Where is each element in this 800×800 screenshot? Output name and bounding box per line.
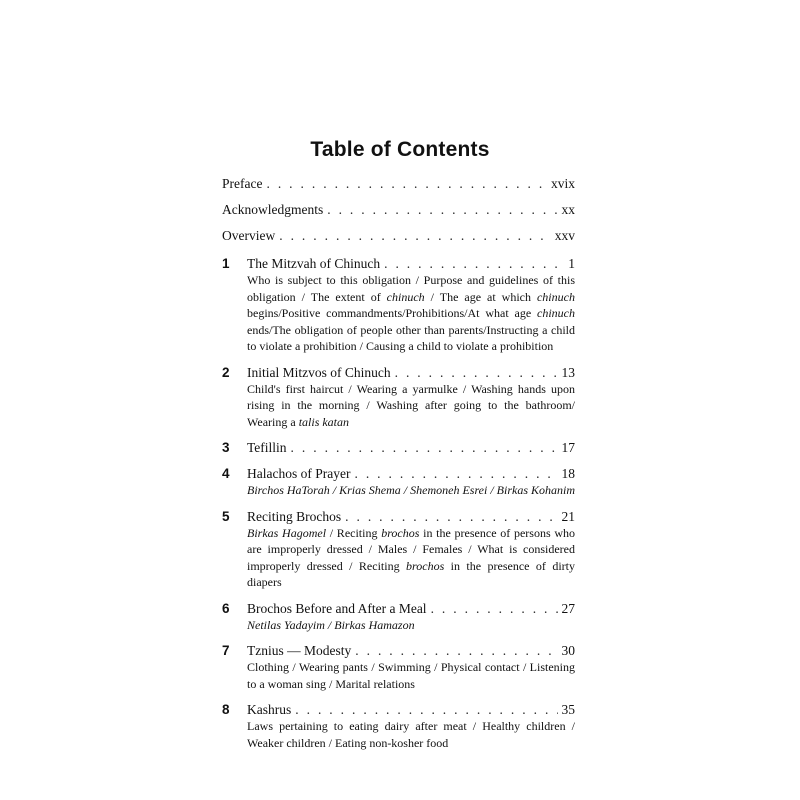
chapter-entry <box>222 642 575 692</box>
chapter-page: 1 <box>568 256 575 271</box>
chapter-entry <box>222 439 575 456</box>
chapter-number: 5 <box>222 508 230 524</box>
description-italic-segment: chinuch <box>386 289 425 304</box>
chapter-number: 2 <box>222 364 230 380</box>
dot-leader <box>431 600 558 617</box>
description-segment: / The age at which <box>424 289 537 304</box>
dot-leader <box>384 255 564 272</box>
description-italic-segment: Birkas Hagomel <box>247 525 327 540</box>
dot-leader <box>395 364 558 381</box>
entry-page: xvix <box>550 176 575 191</box>
chapter-title: Initial Mitzvos of Chinuch <box>247 364 391 380</box>
dot-leader <box>266 175 547 192</box>
chapter-entry <box>222 701 575 751</box>
chapter-page: 18 <box>561 466 575 481</box>
entry-page: xx <box>561 202 575 217</box>
description-italic-segment: brochos <box>381 525 420 540</box>
chapter-title: Brochos Before and After a Meal <box>247 600 427 616</box>
chapter-number: 3 <box>222 440 230 455</box>
description-italic-segment: Birchos HaTorah / Krias Shema / Shemoneh Esrei / Birkas Kohanim <box>247 483 576 497</box>
description-segment: Clothing / Wearing pants / Swimming / Physical contact / Listening to a woman sing / Marital relations <box>247 660 575 691</box>
dot-leader <box>327 201 557 218</box>
chapter-entry <box>222 508 575 591</box>
description-italic-segment: talis katan <box>298 414 350 429</box>
chapter-heading[interactable] <box>247 642 575 659</box>
front-matter-entry[interactable] <box>222 227 575 253</box>
chapter-page: 27 <box>561 600 575 616</box>
description-segment: Laws pertaining to eating dairy after meat / Healthy children / Weaker children / Eating non-kosher food <box>247 719 575 750</box>
chapter-heading[interactable] <box>247 508 575 525</box>
chapter-page: 30 <box>561 643 575 658</box>
dot-leader <box>295 701 557 718</box>
entry-page: xxv <box>554 228 575 243</box>
chapter-entry <box>222 364 575 431</box>
chapter-entry <box>222 465 575 499</box>
dot-leader <box>355 642 557 659</box>
chapter-number: 7 <box>222 643 230 658</box>
description-segment: ends/The obligation of people other than parents/Instructing a child to violate a prohibition / Causing a child to violate a prohibition <box>247 322 575 353</box>
chapter-title: Kashrus <box>247 702 292 717</box>
chapter-description <box>247 525 575 591</box>
chapter-title: Reciting Brochos <box>247 508 342 524</box>
chapter-number: 4 <box>222 466 230 481</box>
chapter-heading[interactable] <box>247 364 575 381</box>
chapter-description <box>247 482 575 499</box>
chapter-page: 17 <box>561 440 575 455</box>
description-italic-segment: Netilas Yadayim / Birkas Hamazon <box>247 617 415 632</box>
chapter-title: Tefillin <box>247 440 287 455</box>
chapter-number: 6 <box>222 600 230 616</box>
chapter-heading[interactable] <box>247 701 575 718</box>
page-title: Table of Contents <box>310 138 490 162</box>
description-italic-segment: chinuch <box>536 289 575 304</box>
chapter-heading[interactable] <box>247 255 575 272</box>
chapter-description <box>247 272 575 355</box>
chapter-heading[interactable] <box>247 439 575 456</box>
dot-leader <box>354 465 557 482</box>
description-italic-segment: brochos <box>406 558 445 573</box>
chapter-entry <box>222 255 575 355</box>
description-segment: Who is subject to this obligation / Purpose and guidelines of this obligation / The extent of <box>247 273 575 304</box>
chapter-number: 1 <box>222 256 230 271</box>
description-segment: begins/Positive commandments/Prohibitions/At what age <box>247 306 537 320</box>
front-matter-entry[interactable] <box>222 201 575 227</box>
chapter-title: The Mitzvah of Chinuch <box>247 256 381 271</box>
chapter-description <box>247 659 575 692</box>
description-italic-segment: chinuch <box>537 306 575 320</box>
description-segment: in the presence of dirty diapers <box>247 558 576 589</box>
description-segment: / Reciting <box>326 525 382 540</box>
chapter-title: Halachos of Prayer <box>247 466 351 481</box>
chapter-description <box>247 381 575 431</box>
dot-leader <box>291 439 558 456</box>
chapter-page: 35 <box>561 702 575 717</box>
chapter-title: Tznius — Modesty <box>247 643 352 658</box>
entry-label: Preface <box>222 176 263 191</box>
entry-label: Acknowledgments <box>222 202 324 217</box>
description-segment: Child's first haircut / Wearing a yarmulke / Washing hands upon rising in the morning / Washing after going to the bathroom/ Wearing a <box>247 381 575 429</box>
chapter-page: 13 <box>561 364 575 380</box>
description-segment: in the presence of persons who are improperly dressed / Males / Females / What is considered improperly dressed / Reciting <box>247 525 575 573</box>
table-of-contents <box>222 175 575 751</box>
chapter-heading[interactable] <box>247 600 575 617</box>
dot-leader <box>279 227 551 244</box>
front-matter-list <box>222 175 575 253</box>
front-matter-entry[interactable] <box>222 175 575 201</box>
chapter-description <box>247 617 575 634</box>
chapter-entry <box>222 600 575 634</box>
chapter-list <box>222 255 575 751</box>
chapter-description <box>247 718 575 751</box>
dot-leader <box>345 508 557 525</box>
entry-label: Overview <box>222 228 276 243</box>
chapter-page: 21 <box>561 508 575 524</box>
chapter-heading[interactable] <box>247 465 575 482</box>
chapter-number: 8 <box>222 702 230 717</box>
